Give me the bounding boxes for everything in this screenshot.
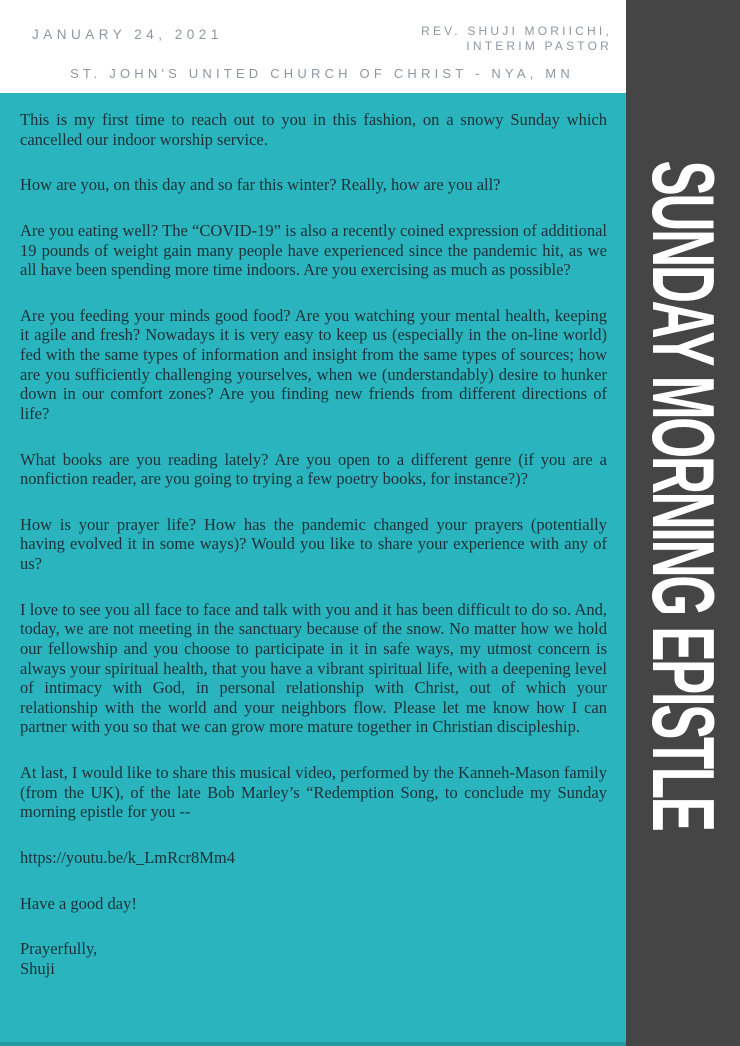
letter-paragraph: How are you, on this day and so far this winter? Really, how are you all?: [20, 175, 501, 195]
pastor-line-1: REV. SHUJI MORIICHI,: [421, 24, 612, 38]
letter-paragraph: At last, I would like to share this musical video, performed by the Kanneh-Mason family (from the UK), of the late Bob Marley’s “Redemption Song, to conclude my Sunday morning epistle for you --: [20, 763, 607, 822]
pastor-name: [421, 24, 612, 54]
date-text: JANUARY 24, 2021: [32, 27, 223, 42]
letter-paragraph: This is my first time to reach out to you in this fashion, on a snowy Sunday which cancelled our indoor worship service.: [20, 110, 607, 149]
header-row: [32, 24, 612, 54]
letter-paragraph: I love to see you all face to face and talk with you and it has been difficult to do so. And, today, we are not meeting in the sanctuary because of the snow. No matter how we hold our fellowship and you choose to participate in it in safe ways, my utmost concern is always your spiritual health, that you have a vibrant spiritual life, with a deepening level of intimacy with God, in personal relationship with Christ, out of which your relationship with the world and your neighbors flow. Please let me know how I can partner with you so that we can grow more mature together in Christian discipleship.: [20, 599, 607, 737]
letter-paragraph: How is your prayer life? How has the pandemic changed your prayers (potentially having evolved it in some ways)? Would you like to share your experience with any of us?: [20, 514, 607, 573]
vertical-title: SUNDAY MORNING EPISTLE: [634, 160, 733, 830]
letter-paragraph: Are you feeding your minds good food? Are you watching your mental health, keeping it agile and fresh? Nowadays it is very easy to keep us (especially in the on-line world) fed with the same types of information and insight from the same types of sources; how are you sufficiently challenging yourselves, when we (understandably) desire to hunker down in our comfort zones? Are you finding new friends from different directions of life?: [20, 305, 607, 423]
signoff-text: Prayerfully,: [20, 939, 98, 959]
closing-text: Have a good day!: [20, 893, 137, 913]
pastor-line-2: INTERIM PASTOR: [466, 39, 612, 53]
letter-paragraph: What books are you reading lately? Are you open to a different genre (if you are a nonfiction reader, are you going to trying a few poetry books, for instance?)?: [20, 449, 607, 489]
sidebar: [626, 0, 740, 1046]
letter-body: [0, 93, 626, 1046]
header: [0, 0, 626, 93]
letter-paragraph: Are you eating well? The “COVID-19” is also a recently coined expression of additional 19 pounds of weight gain many people have experienced since the pandemic hit, as we all have been spending more time indoors. Are you exercising as much as possible?: [20, 220, 607, 280]
letter-paragraphs: [20, 110, 607, 822]
youtube-link[interactable]: https://youtu.be/k_LmRcr8Mm4: [20, 847, 235, 867]
signature-text: Shuji: [20, 958, 55, 978]
church-name: ST. JOHN'S UNITED CHURCH OF CHRIST - NYA, MN: [70, 66, 574, 81]
